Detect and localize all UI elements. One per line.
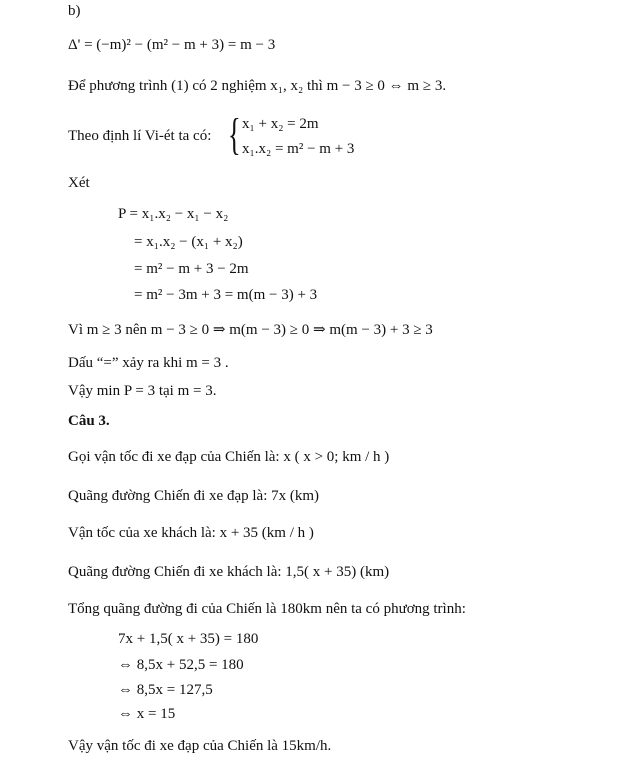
eq-step-2: ⇔ 8,5x + 52,5 = 180 <box>118 657 244 673</box>
p-step-1: P = x₁.x₂ − x₁ − x₂ <box>118 206 229 222</box>
question3-heading: Câu 3. <box>68 413 110 429</box>
total-distance-line: Tổng quãng đường đi của Chiến là 180km nên ta có phương trình: <box>68 601 466 617</box>
delta-equation: Δ' = (−m)² − (m² − m + 3) = m − 3 <box>68 37 276 53</box>
bus-speed-line: Vận tốc của xe khách là: x + 35 (km / h ) <box>68 525 314 541</box>
let-speed-line: Gọi vận tốc đi xe đạp của Chiến là: x ( x > 0; km / h ) <box>68 449 390 465</box>
vieta-product: x₁.x₂ = m² − m + 3 <box>242 141 355 157</box>
final-answer: Vậy vận tốc đi xe đạp của Chiến là 15km/h. <box>68 738 332 754</box>
since-line: Vì m ≥ 3 nên m − 3 ≥ 0 ⇒ m(m − 3) ≥ 0 ⇒ m(m − 3) + 3 ≥ 3 <box>68 322 433 338</box>
part-b-label: b) <box>68 3 81 19</box>
p-step-2: = x₁.x₂ − (x₁ + x₂) <box>134 234 243 250</box>
bike-distance-line: Quãng đường Chiến đi xe đạp là: 7x (km) <box>68 488 320 504</box>
p-step-3: = m² − m + 3 − 2m <box>134 261 249 277</box>
min-conclusion: Vậy min P = 3 tại m = 3. <box>68 383 217 399</box>
vieta-intro: Theo định lí Vi-ét ta có: <box>68 128 212 144</box>
consider-label: Xét <box>68 175 90 191</box>
brace-icon: { <box>228 110 241 159</box>
bus-distance-line: Quãng đường Chiến đi xe khách là: 1,5( x + 35) (km) <box>68 564 390 580</box>
root-condition: Để phương trình (1) có 2 nghiệm x₁, x₂ thì m − 3 ≥ 0 ⇔ m ≥ 3. <box>68 78 447 94</box>
eq-step-1: 7x + 1,5( x + 35) = 180 <box>118 631 259 647</box>
eq-step-4: ⇔ x = 15 <box>118 706 176 722</box>
vieta-sum: x₁ + x₂ = 2m <box>242 116 319 132</box>
p-step-4: = m² − 3m + 3 = m(m − 3) + 3 <box>134 287 318 303</box>
equality-line: Dấu “=” xảy ra khi m = 3 . <box>68 355 229 371</box>
eq-step-3: ⇔ 8,5x = 127,5 <box>118 682 213 698</box>
